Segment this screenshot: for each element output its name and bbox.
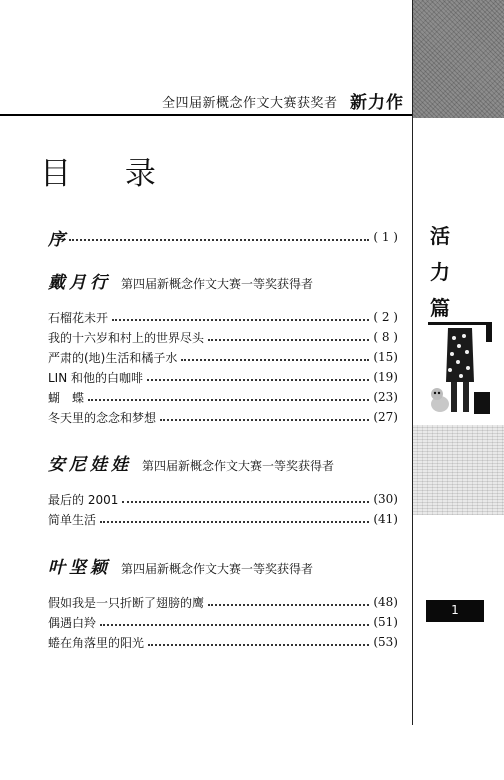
toc-entry-preface[interactable]	[48, 225, 398, 249]
toc-entry-title: 我的十六岁和村上的世界尽头	[48, 330, 205, 345]
section-side-title	[428, 218, 452, 326]
page-number-badge	[426, 600, 484, 622]
author-award: 第四届新概念作文大赛一等奖获得者	[142, 459, 335, 473]
toc-entry-page: (27)	[373, 410, 398, 424]
toc-entry[interactable]	[48, 613, 398, 631]
author-award: 第四届新概念作文大赛一等奖获得者	[121, 562, 314, 576]
toc-leader-dots	[100, 511, 369, 523]
toc-entry-title: 石榴花未开	[48, 310, 109, 325]
toc-entry-page: (30)	[373, 492, 398, 506]
toc-author-heading	[48, 268, 313, 293]
toc-leader-dots	[208, 329, 369, 341]
toc-entry-page: (41)	[373, 512, 398, 526]
toc-entry-title: 蝴 蝶	[48, 390, 85, 405]
toc-entry-page: ( 8 )	[373, 330, 398, 344]
toc-leader-dots	[69, 229, 369, 241]
side-title-char: 力	[430, 260, 450, 284]
toc-entry[interactable]	[48, 348, 398, 366]
toc-entry-title: LIN 和他的白咖啡	[48, 370, 144, 385]
toc-entry-title: 严肃的(地)生活和橘子水	[48, 350, 178, 365]
toc-leader-dots	[181, 349, 369, 361]
toc-entry-title: 简单生活	[48, 512, 97, 527]
margin-rule	[412, 0, 413, 725]
toc-entry-title: 序	[48, 229, 65, 250]
toc-entry[interactable]	[48, 308, 398, 326]
toc-leader-dots	[88, 389, 369, 401]
toc-entry[interactable]	[48, 510, 398, 528]
toc-entry[interactable]	[48, 388, 398, 406]
toc-leader-dots	[100, 614, 369, 626]
author-name: 叶坚颖	[48, 558, 111, 578]
side-title-char: 篇	[430, 296, 450, 320]
toc-entry-title: 蜷在角落里的阳光	[48, 635, 145, 650]
margin-texture-mid	[412, 425, 504, 515]
toc-entry[interactable]	[48, 593, 398, 611]
side-photo-illustration	[428, 322, 492, 422]
toc-entry-title: 假如我是一只折断了翅膀的鹰	[48, 595, 205, 610]
toc-entry-page: (23)	[373, 390, 398, 404]
toc-entry[interactable]	[48, 490, 398, 508]
toc-leader-dots	[208, 594, 369, 606]
side-title-char: 活	[430, 224, 450, 248]
margin-texture-top	[412, 0, 504, 118]
author-name: 戴月行	[48, 273, 111, 293]
toc-author-heading	[48, 450, 334, 475]
header-rule	[0, 114, 412, 116]
toc-leader-dots	[112, 309, 369, 321]
author-award: 第四届新概念作文大赛一等奖获得者	[121, 277, 314, 291]
toc-leader-dots	[160, 409, 369, 421]
toc-entry-page: (51)	[373, 615, 398, 629]
author-name: 安尼娃娃	[48, 455, 132, 475]
toc-entry-page: (48)	[373, 595, 398, 609]
toc-entry[interactable]	[48, 408, 398, 426]
page-title: 目 录	[40, 156, 178, 192]
toc-leader-dots	[122, 491, 369, 503]
toc-entry-title: 冬天里的念念和梦想	[48, 410, 157, 425]
running-header-brand: 新力作	[350, 93, 404, 113]
toc-entry-title: 偶遇白羚	[48, 615, 97, 630]
toc-entry-page: ( 1 )	[373, 230, 398, 244]
toc-entry[interactable]	[48, 328, 398, 346]
toc-entry-page: (15)	[373, 350, 398, 364]
toc-entry-page: (53)	[373, 635, 398, 649]
toc-leader-dots	[148, 634, 369, 646]
toc-entry-title: 最后的 2001	[48, 492, 119, 507]
toc-entry-page: ( 2 )	[373, 310, 398, 324]
toc-leader-dots	[147, 369, 369, 381]
page-number: 1	[451, 603, 459, 617]
running-header: 全四届新概念作文大赛获奖者	[162, 96, 338, 111]
toc-entry-page: (19)	[373, 370, 398, 384]
toc-entry[interactable]	[48, 368, 398, 386]
toc-author-heading	[48, 553, 313, 578]
toc-entry[interactable]	[48, 633, 398, 651]
